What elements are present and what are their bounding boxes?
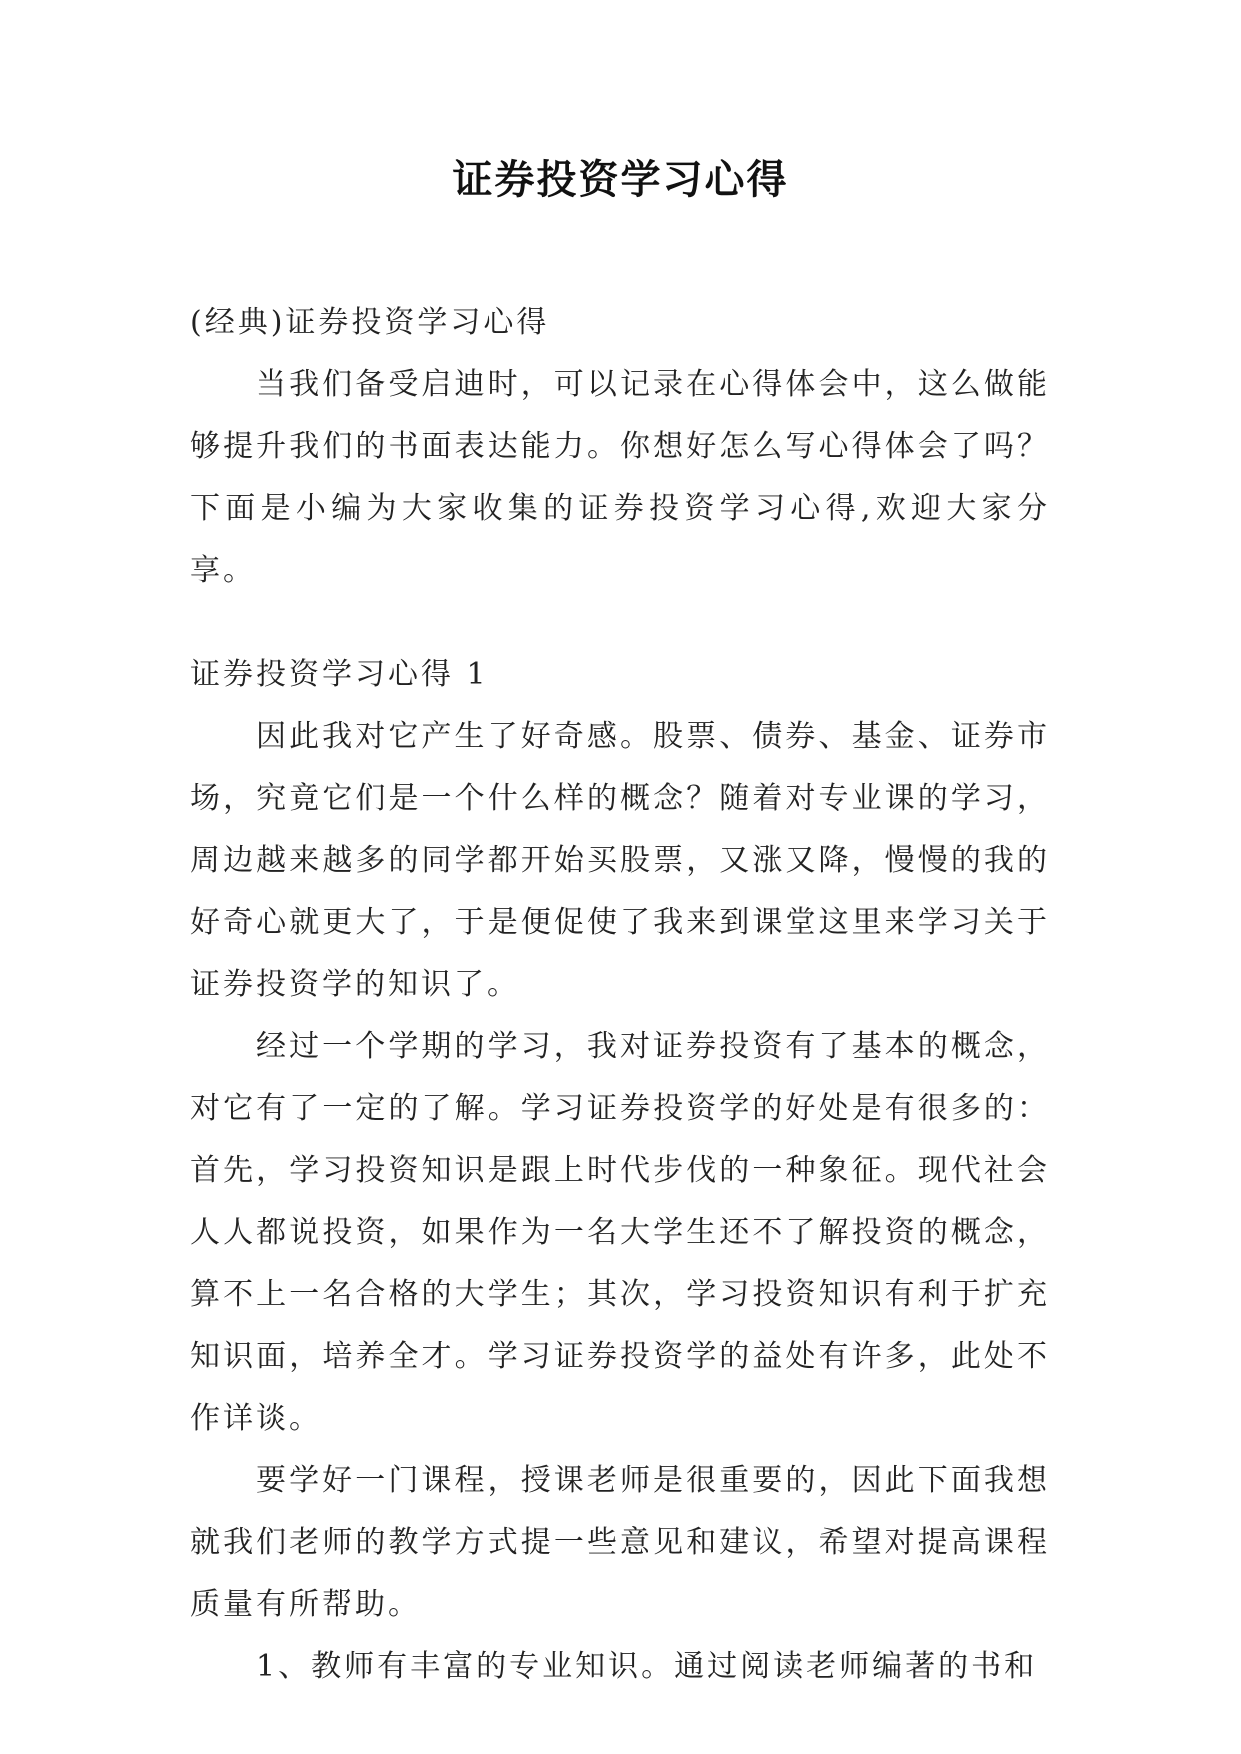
section-heading: 证券投资学习心得 1 — [190, 657, 489, 692]
page-title: 证券投资学习心得 — [452, 156, 789, 203]
section-spacer — [190, 602, 1050, 644]
intro-paragraph: 当我们备受启迪时，可以记录在心得体会中，这么做能够提升我们的书面表达能力。你想好怎么写心得体会了吗？下面是小编为大家收集的证券投资学习心得,欢迎大家分享。 — [190, 367, 1050, 588]
document-subtitle: (经典)证券投资学习心得 — [190, 305, 550, 340]
body-paragraph: 1、教师有丰富的专业知识。通过阅读老师编著的书和 — [256, 1649, 1038, 1684]
document-body — [190, 292, 1050, 1698]
body-paragraph: 因此我对它产生了好奇感。股票、债券、基金、证券市场，究竟它们是一个什么样的概念？随着对专业课的学习，周边越来越多的同学都开始买股票，又涨又降，慢慢的我的好奇心就更大了，于是便促使了我来到课堂这里来学习关于证券投资学的知识了。 — [190, 719, 1050, 1002]
body-paragraph: 要学好一门课程，授课老师是很重要的，因此下面我想就我们老师的教学方式提一些意见和建议，希望对提高课程质量有所帮助。 — [190, 1463, 1050, 1622]
body-paragraph: 经过一个学期的学习，我对证券投资有了基本的概念，对它有了一定的了解。学习证券投资学的好处是有很多的：首先，学习投资知识是跟上时代步伐的一种象征。现代社会人人都说投资，如果作为一名大学生还不了解投资的概念，算不上一名合格的大学生；其次，学习投资知识有利于扩充知识面，培养全才。学习证券投资学的益处有许多，此处不作详谈。 — [190, 1029, 1050, 1436]
